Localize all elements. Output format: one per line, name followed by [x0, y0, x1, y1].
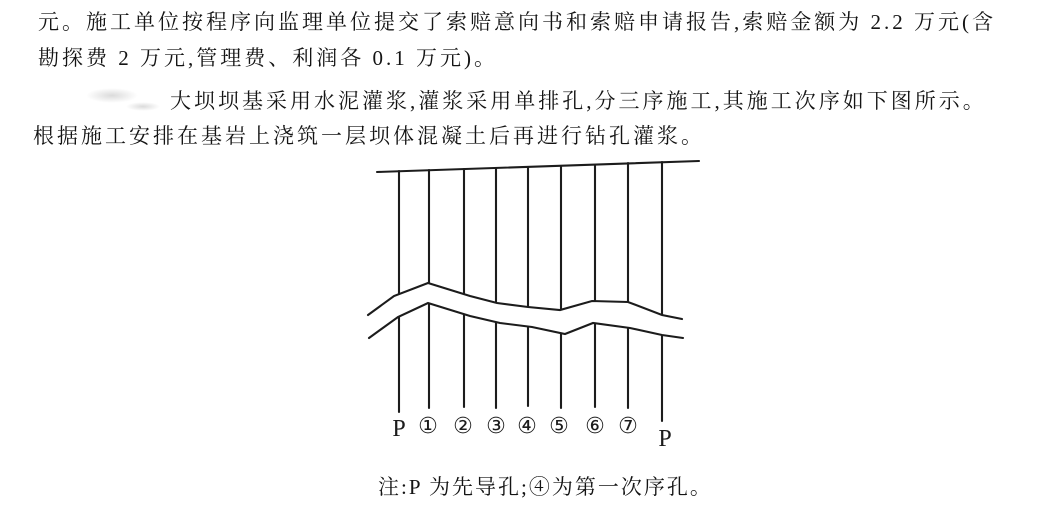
dam-base-top-line	[377, 161, 699, 172]
hole-label-5: ⑤	[549, 414, 569, 439]
hole-label-4: ④	[517, 414, 537, 439]
paragraph1-line1: 元。施工单位按程序向监理单位提交了索赔意向书和索赔申请报告,索赔金额为 2.2 万元(含	[38, 10, 996, 34]
scan-artifact	[86, 88, 138, 103]
hole-label-p-right: P	[658, 426, 672, 452]
paragraph2-line1: 大坝坝基采用水泥灌浆,灌浆采用单排孔,分三序施工,其施工次序如下图所示。	[170, 89, 987, 113]
paragraph1-line2: 勘探费 2 万元,管理费、利润各 0.1 万元)。	[38, 46, 498, 70]
scan-artifact	[126, 102, 160, 111]
figure-note: 注:P 为先导孔;④为第一次序孔。	[378, 475, 713, 499]
hole-label-p-left: P	[392, 416, 406, 442]
hole-label-7: ⑦	[618, 414, 638, 439]
paragraph2-line2: 根据施工安排在基岩上浇筑一层坝体混凝土后再进行钻孔灌浆。	[33, 124, 705, 148]
hole-label-6: ⑥	[585, 414, 605, 439]
hole-label-2: ②	[453, 414, 473, 439]
hole-label-3: ③	[486, 414, 506, 439]
hole-label-1: ①	[418, 414, 438, 439]
grouting-hole-sequence-diagram	[330, 150, 730, 460]
